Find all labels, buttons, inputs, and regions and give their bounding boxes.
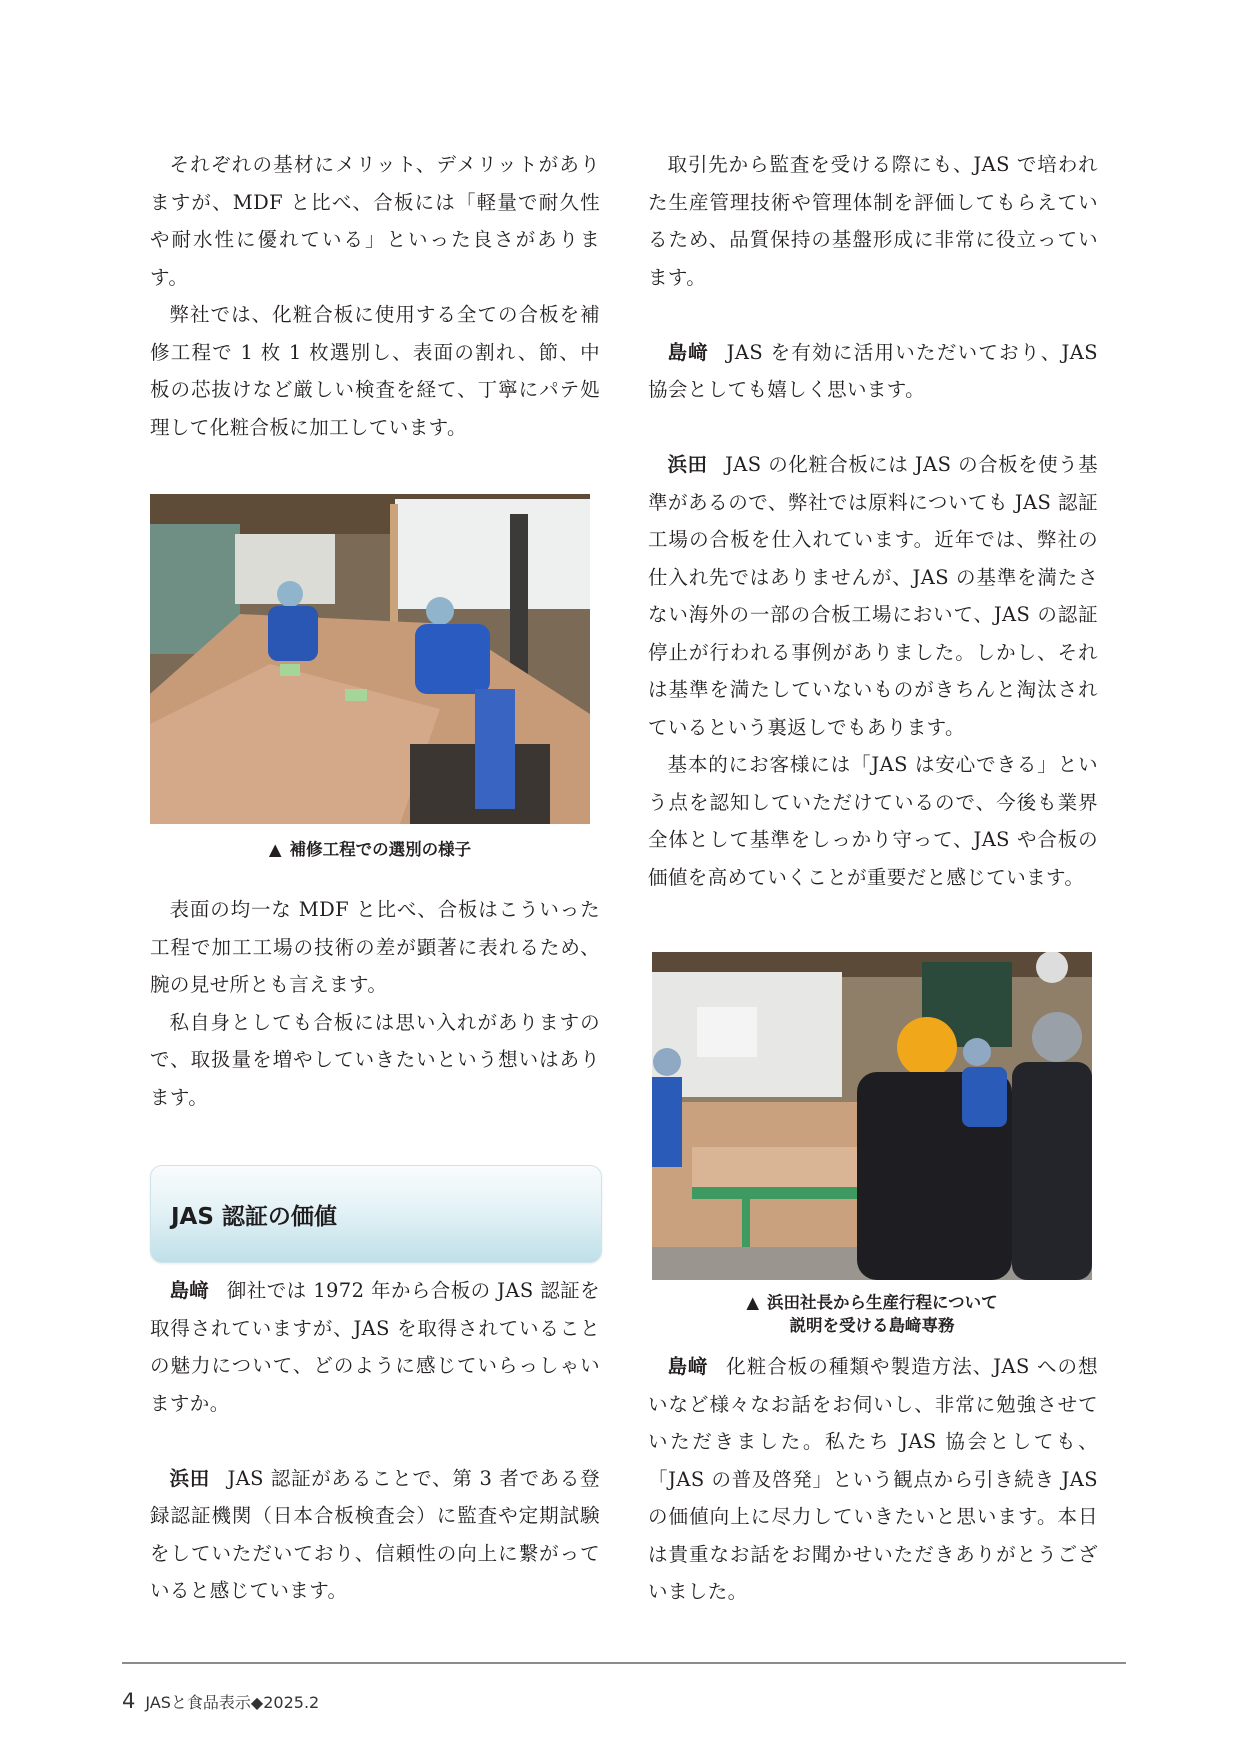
speaker-label: 浜田 — [667, 453, 708, 476]
speaker-label: 島﨑 — [667, 340, 710, 364]
footer — [122, 1689, 319, 1713]
paragraph — [150, 1272, 600, 1422]
paragraph: 表面の均一な MDF と比べ、合板はこういった工程で加工工場の技術の差が顕著に表れるため、腕の見せ所とも言えます。 — [150, 898, 600, 996]
left-column-lower — [150, 891, 600, 1116]
section-title: JAS 認証の価値 — [171, 1204, 337, 1230]
publication-name: JASと食品表示◆2025.2 — [145, 1693, 320, 1712]
triangle-marker-icon: ▲ — [268, 840, 282, 859]
paragraph-text: JAS 認証があることで、第 3 者である登録認証機関（日本合板検査会）に監査や定期試験をしていただいており、信頼性の向上に繋がっていると感じています。 — [150, 1466, 600, 1602]
photo-caption — [150, 838, 590, 861]
paragraph — [648, 1348, 1098, 1611]
speaker-label: 浜田 — [169, 1466, 210, 1490]
paragraph — [150, 1460, 600, 1610]
paragraph: 弊社では、化粧合板に使用する全ての合板を補修工程で 1 枚 1 枚選別し、表面の割れ、節、中板の芯抜けなど厳しい検査を経て、丁寧にパテ処理して化粧合板に加工しています。 — [150, 303, 600, 439]
triangle-marker-icon: ▲ — [746, 1293, 760, 1312]
paragraph — [648, 334, 1098, 409]
photo-caption — [652, 1291, 1092, 1337]
footer-rule — [122, 1662, 1126, 1664]
left-column — [150, 146, 600, 446]
caption-line-2: 説明を受ける島﨑専務 — [789, 1316, 955, 1335]
right-column-bottom — [648, 1348, 1098, 1611]
paragraph-text: JAS の化粧合板には JAS の合板を使う基準があるので、弊社では原料についても JAS 認証工場の合板を仕入れています。近年では、弊社の仕入れ先ではありませんが、JAS の基準を満たさない海外の一部の合板工場において、JAS の認証停止が行われる事例がありました。しかし、それは基準を満たしていないものがきちんと淘汰されているという裏返しでもあります。 — [648, 453, 1098, 739]
section-heading-box — [150, 1165, 602, 1263]
paragraph-text: 化粧合板の種類や製造方法、JAS への想いなど様々なお話をお伺いし、非常に勉強させていただきました。私たち JAS 協会としても、「JAS の普及啓発」という観点から引き続き JAS の価値向上に尽力していきたいと思います。本日は貴重なお話をお聞かせいただきありがとうございました。 — [648, 1355, 1098, 1603]
paragraph: 基本的にお客様には「JAS は安心できる」という点を認知していただけているので、今後も業界全体として基準をしっかり守って、JAS や合板の価値を高めていくことが重要だと感じています。 — [648, 753, 1098, 889]
speaker-label: 島﨑 — [667, 1355, 709, 1378]
photo-plywood-inspection — [150, 494, 590, 824]
left-column-bottom — [150, 1272, 600, 1610]
speaker-label: 島﨑 — [169, 1279, 210, 1302]
paragraph-text: 御社では 1972 年から合板の JAS 認証を取得されていますが、JAS を取得されていることの魅力について、どのように感じていらっしゃいますか。 — [150, 1279, 600, 1415]
photo-factory-tour — [652, 952, 1092, 1280]
caption-text: 補修工程での選別の様子 — [289, 840, 472, 859]
paragraph-text: JAS を有効に活用いただいており、JAS 協会としても嬉しく思います。 — [648, 340, 1098, 401]
paragraph — [648, 446, 1098, 746]
paragraph: それぞれの基材にメリット、デメリットがありますが、MDF と比べ、合板には「軽量で耐久性や耐水性に優れている」といった良さがあります。 — [150, 153, 600, 289]
right-column — [648, 146, 1098, 896]
page-number: 4 — [122, 1689, 136, 1713]
caption-line-1: ▲ 浜田社長から生産行程について — [746, 1293, 998, 1312]
paragraph: 取引先から監査を受ける際にも、JAS で培われた生産管理技術や管理体制を評価してもらえているため、品質保持の基盤形成に非常に役立っています。 — [648, 153, 1098, 289]
paragraph: 私自身としても合板には思い入れがありますので、取扱量を増やしていきたいという想いはあります。 — [150, 1010, 600, 1109]
